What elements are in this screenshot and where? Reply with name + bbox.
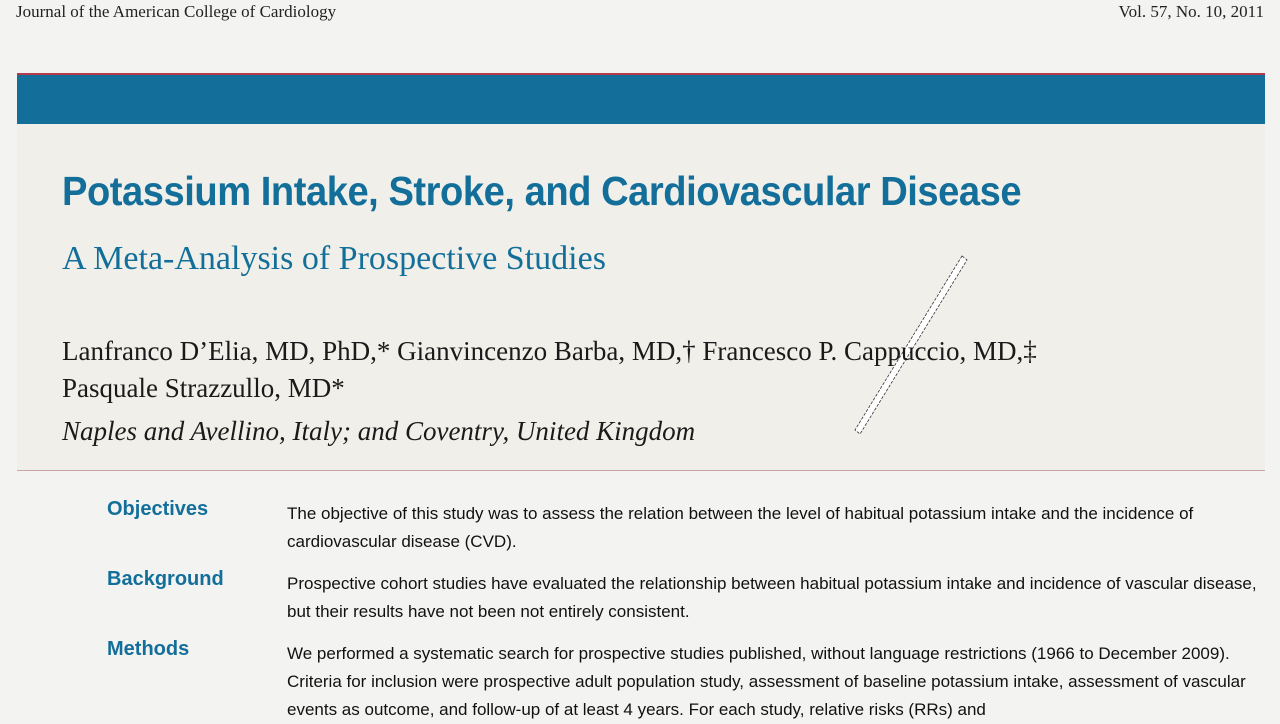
author-location: Naples and Avellino, Italy; and Coventry, United Kingdom: [62, 416, 696, 446]
section-text: We performed a systematic search for prospective studies published, without language restrictions (1966 to December 2009). Criteria for inclusion were prospective adult population study, assessment of baseline potassium intake, assessment of vascular events as outcome, and follow-up of at least 4 years. For each study, relative risks (RRs) and: [287, 644, 1246, 719]
article-subtitle: A Meta-Analysis of Prospective Studies: [62, 240, 606, 277]
journal-volume: Vol. 57, No. 10, 2011: [1118, 2, 1264, 21]
authors-line-2: Pasquale Strazzullo, MD*: [62, 373, 345, 403]
section-label: Objectives: [107, 498, 209, 520]
section-text: The objective of this study was to assess the relation between the level of habitual potassium intake and the incidence of cardiovascular disease (CVD).: [287, 504, 1194, 551]
header-band: [17, 73, 1265, 124]
section-text: Prospective cohort studies have evaluated the relationship between habitual potassium intake and incidence of vascular disease, but their results have not been not entirely consistent.: [287, 574, 1257, 621]
section-label: Background: [107, 568, 224, 590]
authors-line-1: Lanfranco D’Elia, MD, PhD,* Gianvincenzo Barba, MD,† Francesco P. Cappuccio, MD,‡: [62, 336, 1037, 366]
section-label: Methods: [107, 638, 190, 660]
authors: [62, 333, 1037, 407]
journal-name: Journal of the American College of Cardiology: [16, 2, 337, 21]
article-title: Potassium Intake, Stroke, and Cardiovascular Disease: [62, 168, 1022, 214]
